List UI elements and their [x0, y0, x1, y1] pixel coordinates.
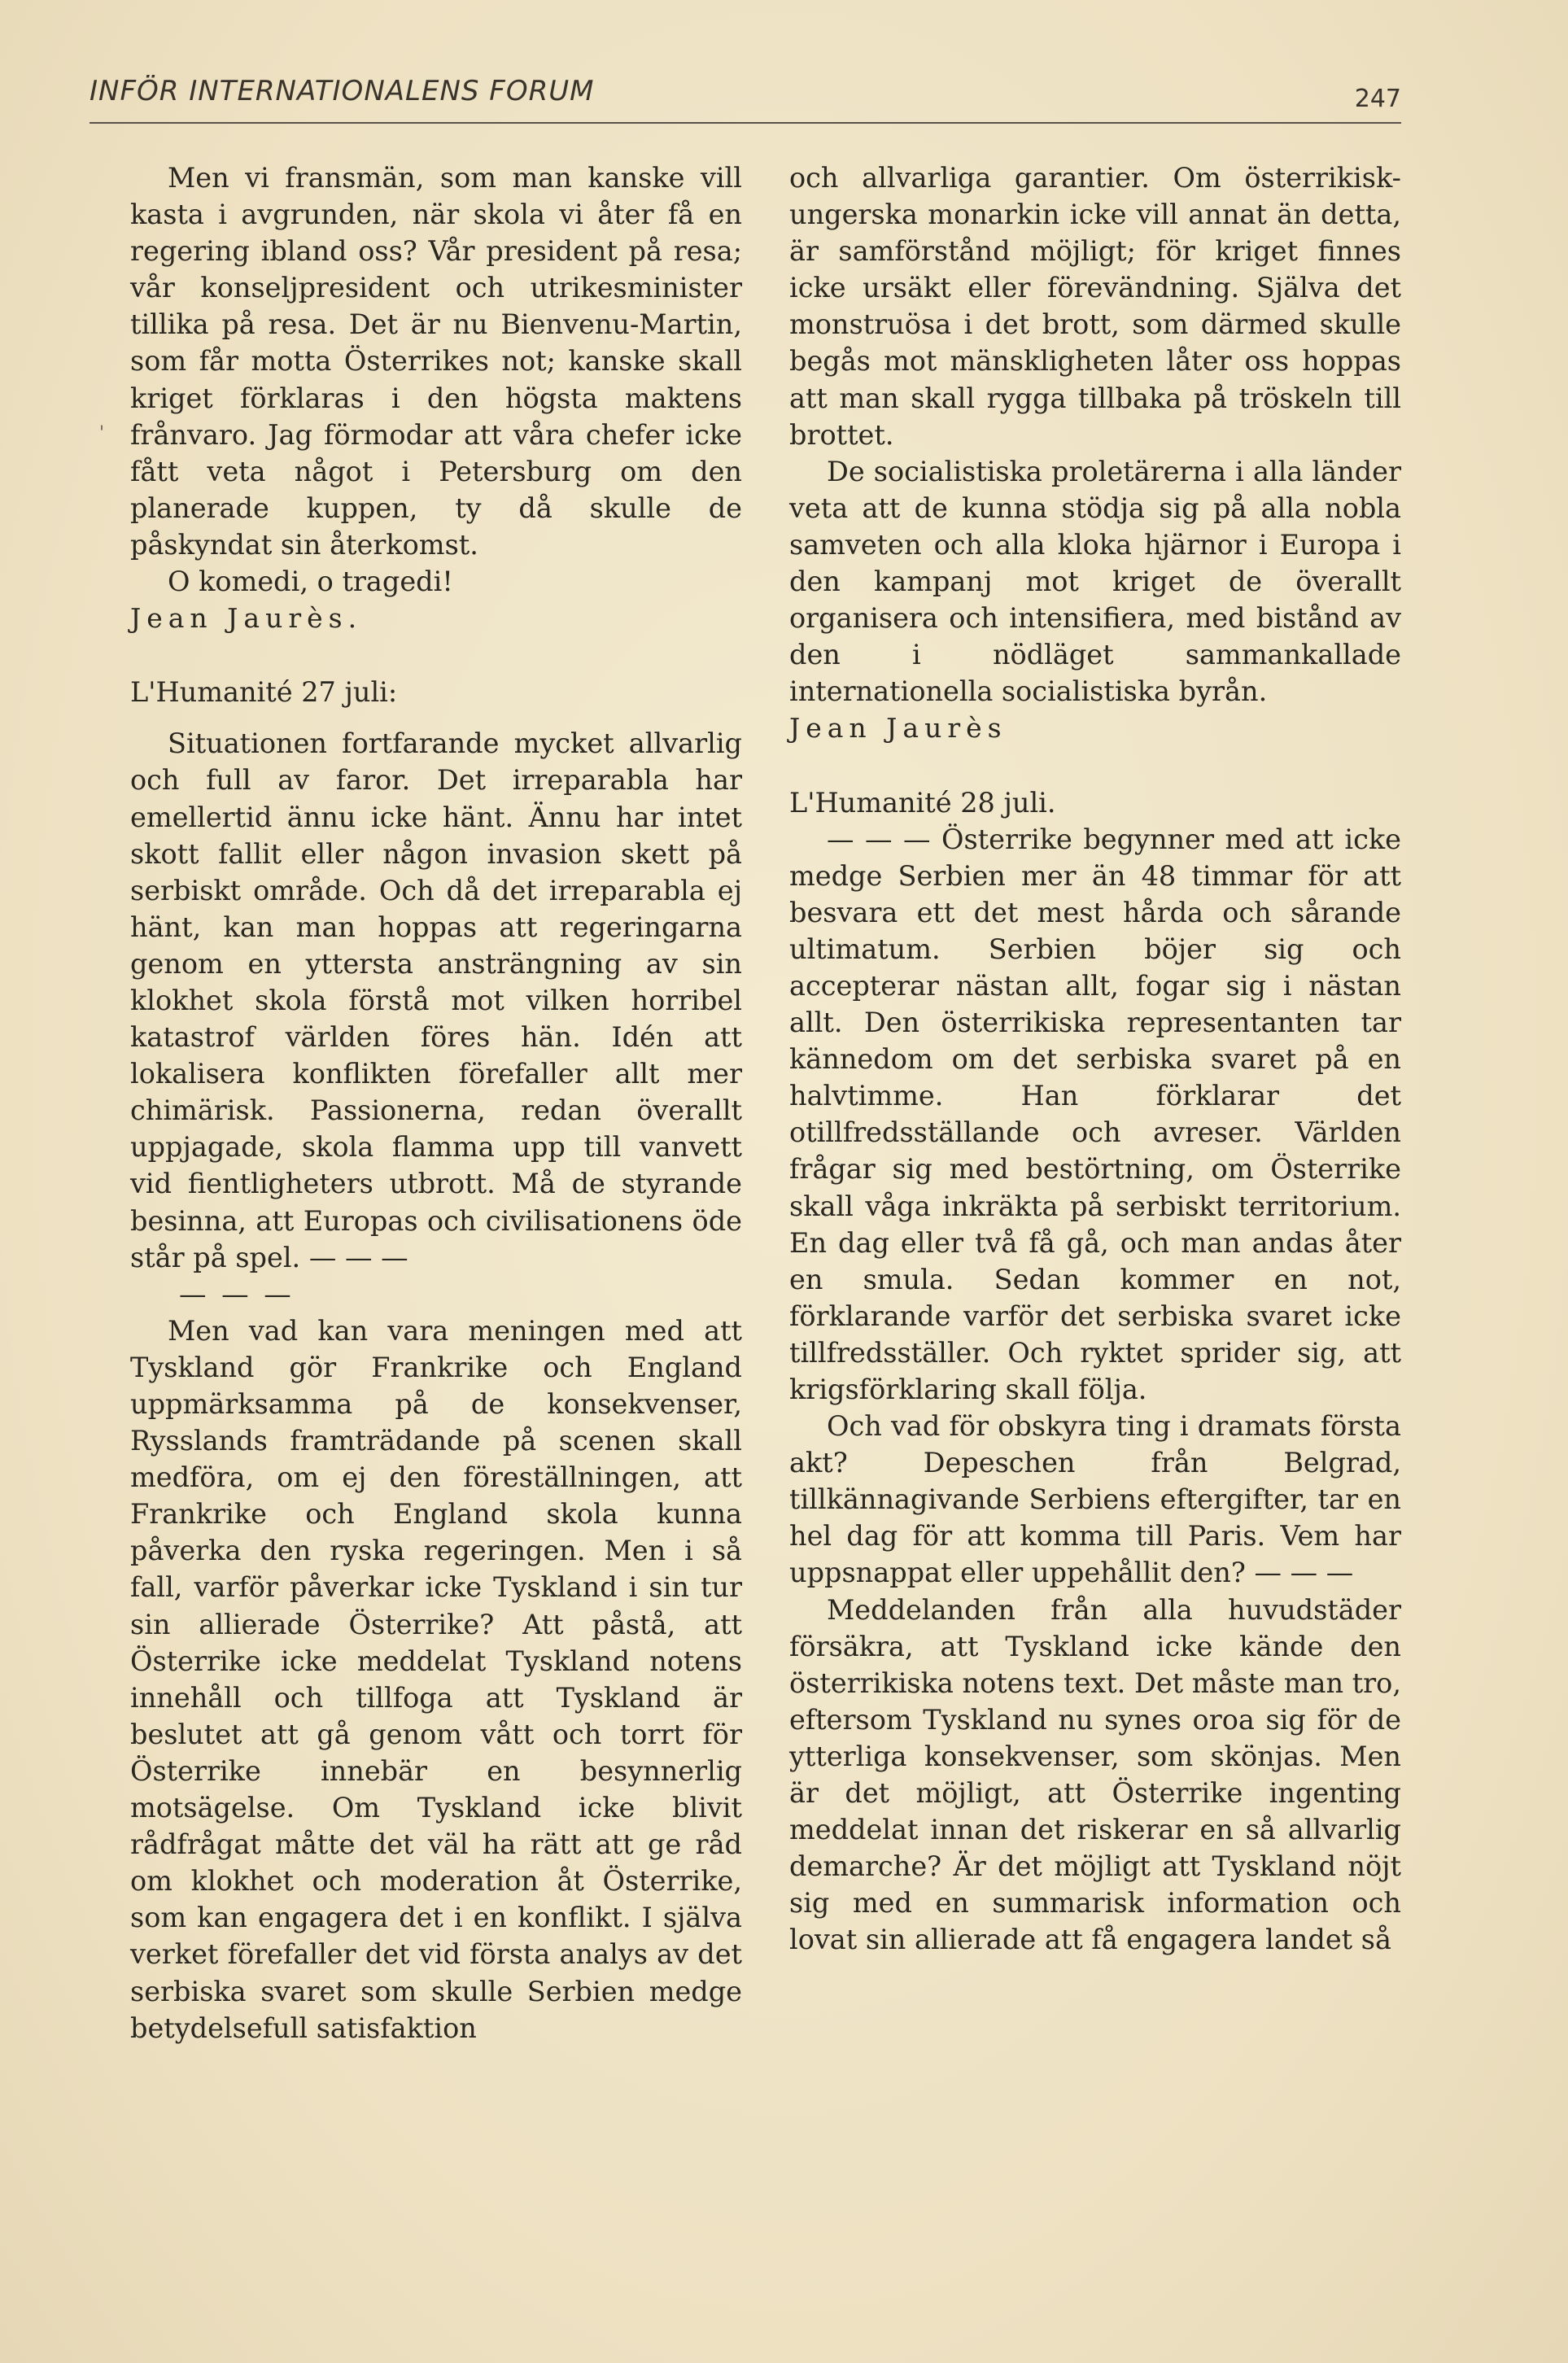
paragraph: Och vad för obskyra ting i dramats första akt? Depeschen från Belgrad, tillkännagivande Serbiens eftergifter, tar en hel dag för att komma till Paris. Vem har uppsnappat eller uppehållit den? — — —	[789, 1410, 1401, 1589]
paragraph: Meddelanden från alla huvudstäder försäkra, att Tyskland icke kände den österrikiska notens text. Det måste man tro, eftersom Tyskland nu synes oroa sig för de ytterliga konsekvenser, som skönjas. Men är det möjligt, att Österrike ingenting meddelat innan det riskerar en så allvarlig demarche? Är det möjligt att Tyskland nöjt sig med en summarisk information och lovat sin allierade att få engagera landet så	[789, 1593, 1401, 1956]
page-number: 247	[1354, 85, 1401, 113]
paragraph: och allvarliga garantier. Om österrikisk-ungerska monarkin icke vill annat än detta, är samförstånd möjligt; för kriget finnes icke ursäkt eller förevändning. Själva det monstruösa i det brott, som därmed skulle begås mot mänskligheten låter oss hoppas att man skall rygga tillbaka på tröskeln till brottet.	[789, 162, 1401, 451]
margin-mark: '	[99, 423, 105, 443]
running-title: INFÖR INTERNATIONALENS FORUM	[90, 75, 595, 107]
signature: Jean Jaurès	[789, 712, 1007, 745]
paragraph: — — — Österrike begynner med att icke medge Serbien mer än 48 timmar för att besvara ett det mest hårda och sårande ultimatum. Serbien böjer sig och accepterar nästan allt, fogar sig i nästan allt. Den österrikiska representanten tar kännedom om det serbiska svaret på en halvtimme. Han förklarar det otillfredsställande och avreser. Världen frågar sig med bestörtning, om Österrike skall våga inkräkta på serbiskt territorium. En dag eller två få gå, och man andas åter en smula. Sedan kommer en not, förklarande varför det serbiska svaret icke tillfredsställer. Och ryktet sprider sig, att krigsförklaring skall följa.	[789, 823, 1401, 1405]
source-line: L'Humanité 28 juli.	[789, 786, 1056, 819]
header-rule	[90, 122, 1401, 124]
paragraph: Men vad kan vara meningen med att Tyskland gör Frankrike och England uppmärksamma på de konsekvenser, Rysslands framträdande på scenen skall medföra, om ej den föreställningen, att Frankrike och England skola kunna påverka den ryska regeringen. Men i så fall, varför påverkar icke Tyskland i sin tur sin allierade Österrike? Att påstå, att Österrike icke meddelat Tyskland notens innehåll och tillfoga att Tyskland är beslutet att gå genom vått och torrt för Österrike innebär en besynnerlig motsägelse. Om Tyskland icke blivit rådfrågat måtte det väl ha rätt att ge råd om klokhet och moderation åt Österrike, som kan engagera det i en konflikt. I själva verket förefaller det vid första analys av det serbiska svaret som skulle Serbien medge betydelsefull satisfaktion	[130, 1314, 742, 2044]
left-column	[130, 159, 742, 2046]
paragraph: De socialistiska proletärerna i alla länder veta att de kunna stödja sig på alla nobla samveten och alla kloka hjärnor i Europa i den kampanj mot kriget de överallt organisera och intensifiera, med bistånd av den i nödläget sammankallade internationella socialistiska byrån.	[789, 455, 1401, 708]
paragraph: O komedi, o tragedi!	[168, 566, 453, 598]
signature: Jean Jaurès.	[130, 602, 363, 635]
source-line: L'Humanité 27 juli:	[130, 676, 398, 709]
paragraph: Men vi fransmän, som man kanske vill kasta i avgrunden, när skola vi åter få en regering ibland oss? Vår president på resa; vår konseljpresident och utrikesminister tillika på resa. Det är nu Bienvenu-Martin, som får motta Österrikes not; kanske skall kriget förklaras i den högsta maktens frånvaro. Jag förmodar att våra chefer icke fått veta något i Petersburg om den planerade kuppen, ty då skulle de påskyndat sin återkomst.	[130, 162, 742, 561]
page-header	[90, 67, 1401, 124]
paragraph: Situationen fortfarande mycket allvarlig och full av faror. Det irreparabla har emellertid ännu icke hänt. Ännu har intet skott fallit eller någon invasion skett på serbiskt område. Och då det irreparabla ej hänt, kan man hoppas att regeringarna genom en yttersta ansträngning av sin klokhet skola förstå mot vilken horribel katastrof världen föres hän. Idén att lokalisera konflikten förefaller allt mer chimärisk. Passionerna, redan överallt uppjagade, skola flamma upp till vanvett vid fientligheters utbrott. Må de styrande besinna, att Europas och civilisationens öde står på spel. — — —	[130, 727, 742, 1273]
right-column	[789, 159, 1401, 1959]
section-separator: — — —	[179, 1278, 295, 1310]
